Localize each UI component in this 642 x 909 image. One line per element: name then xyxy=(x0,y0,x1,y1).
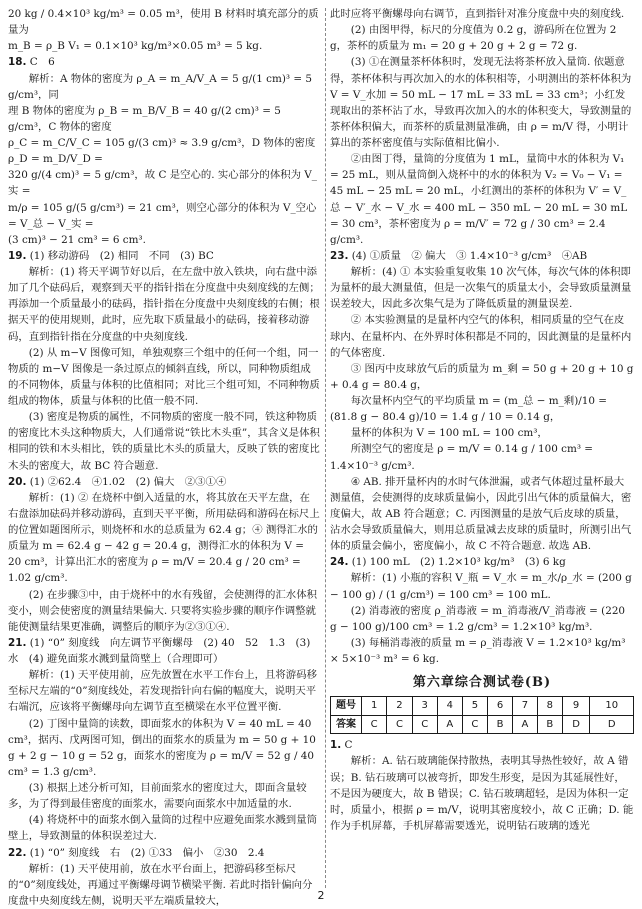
number-cell: 2 xyxy=(387,697,412,716)
question-20-answer xyxy=(8,474,320,490)
explanation-paragraph: 解析：(1) 天平使用前，放在水平台面上，把游码移至标尺的“0”刻度线处，再通过平衡螺母调节横梁平衡. 若此时指针偏向分度盘中央刻度线左侧，说明天平左端质量较大， xyxy=(8,862,313,907)
explanation-paragraph: 解析：(4) ① 本实验重复收集 10 次气体，每次气体的体积即为量杯的最大测量值，但是一次集气的质量太小，会导致质量测量误差较大，因此多次集气是为了降低质量的测量误差. xyxy=(330,266,632,311)
right-top-paragraph: (2) 由图甲得，标尺的分度值为 0.2 g，游码所在位置为 2 g，茶杯的质量为 m₁ = 20 g + 20 g + 2 g = 72 g. xyxy=(330,24,617,53)
question-number: 22. xyxy=(8,846,27,859)
explanation-paragraph: (3) 每桶消毒液的质量 m = ρ_消毒液 V = 1.2×10³ kg/m³ × 5×10⁻³ m³ = 6 kg. xyxy=(330,636,626,665)
explanation-paragraph: 解析：A. 钻石玻璃能保持散热，表明其导热性较好，故 A 错误；B. 钻石玻璃可以被弯折，即发生形变，是因为其延展性好，不是因为硬度大，故 B 错误；C. 钻石玻璃超轻，是因为体积一定时，质量小，根据 ρ = m/V，说明其密度较小，故 C 正确；D. 能作为手机屏幕，手机屏幕需要透光，说明钻石玻璃的透光 xyxy=(330,755,634,832)
left-top-line: m_B = ρ_B V₁ = 0.1×10³ kg/m³×0.05 m³ = 5 kg. xyxy=(8,40,263,53)
explanation-line: 320 g/(4 cm)³ = 5 g/cm³，故 C 是空心的. 实心部分的体积为 V_实 = xyxy=(8,169,317,198)
answer-table-header-row xyxy=(331,697,634,716)
answer-cell: A xyxy=(513,715,538,734)
question-21-answer xyxy=(8,635,320,667)
number-cell: 1 xyxy=(362,697,387,716)
number-cell: 3 xyxy=(412,697,437,716)
number-cell: 10 xyxy=(590,697,634,716)
question-18-answer xyxy=(8,54,320,70)
number-cell: 7 xyxy=(513,697,538,716)
explanation-line: 解析：A 物体的密度为 ρ_A = m_A/V_A = 5 g/(1 cm)³ = 5 g/cm³，同 xyxy=(8,72,312,101)
explanation-paragraph: ③ 图丙中皮球放气后的质量为 m_剩 = 50 g + 20 g + 10 g + 0.4 g = 80.4 g， xyxy=(330,362,634,391)
explanation-paragraph: (3) 密度是物质的属性，不同物质的密度一般不同，铁这种物质的密度比木头这种物质大，人们通常说“铁比木头重”，其含义是体积相同的铁和木头相比，铁的质量比木头的质量大，反映了铁的密度比木头的密度大，故 BC 符合题意. xyxy=(8,411,320,472)
explanation-paragraph: 解析：(1) ② 在烧杯中倒入适量的水，将其放在天平左盘，在右盘添加砝码并移动游码，直到天平平衡，所用砝码和游码在标尺上的位置如题图所示，则烧杯和水的总质量为 62.4 g；④ 测得汇水的质量为 m = 62.4 g − 42 g = 20.4 g，测得汇水的体积为 V = 20 cm³，计算出汇水的密度为 ρ = m/V = 20.4 g / 20 cm³ = 1.02 g/cm³. xyxy=(8,491,320,585)
explanation-paragraph: (2) 丁图中量筒的读数，即面浆水的体积为 V = 40 mL = 40 cm³，据丙、戊两图可知，倒出的面浆水的质量为 m = 50 g + 10 g + 2 g − 10 g = 52 g，面浆水的密度为 ρ = m/V = 52 g / 40 cm³ = 1.3 g/cm³. xyxy=(8,717,316,778)
explanation-line: m/ρ = 105 g/(5 g/cm³) = 21 cm³，则空心部分的体积为 V_空心 = V_总 − V_实 = xyxy=(8,201,317,230)
answer-cell: B xyxy=(537,715,562,734)
question-number: 19. xyxy=(8,249,27,262)
answer-cell: C xyxy=(462,715,487,734)
right-column xyxy=(330,6,634,888)
right-top-paragraph: (3) ①在测量茶杯体积时，发现无法将茶杯放入量筒. 依题意得，茶杯体积与再次加入的水的体积相等，小明测出的茶杯体积为 V = V_水加 = 50 mL − 17 mL = 33 mL = 33 cm³；小红发现取出的茶杯沾了水，导致再次加入的水的体积变大，导致测量的茶杯体积偏大，而茶杯的质量测量准确，由 ρ = m/V 得，小明计算出的茶杯密度值与实际值相比偏小. xyxy=(330,56,632,149)
question-24-answer xyxy=(330,554,634,570)
question-22-answer xyxy=(8,845,320,861)
answer-cell: D xyxy=(562,715,590,734)
question-number: 23. xyxy=(330,249,349,262)
question-number: 20. xyxy=(8,475,27,488)
column-divider xyxy=(325,8,326,888)
left-top-line: 20 kg / 0.4×10³ kg/m³ = 0.05 m³，使用 B 材料时填充部分的质量为 xyxy=(8,8,319,37)
explanation-paragraph: (2) 消毒液的密度 ρ_消毒液 = m_消毒液/V_消毒液 = (220 g − 100 g)/100 cm³ = 1.2 g/cm³ = 1.2×10³ kg/m³. xyxy=(330,604,626,633)
page-number: 2 xyxy=(317,888,325,902)
left-column xyxy=(8,6,320,907)
number-cell: 5 xyxy=(462,697,487,716)
answer-cell: B xyxy=(488,715,513,734)
question-number: 24. xyxy=(330,556,349,569)
question-1-answer xyxy=(330,737,634,753)
answer-text: (1) 100 mL (2) 1.2×10³ kg/m³ (3) 6 kg xyxy=(351,556,566,569)
answer-text: (4) ①质量 ② 偏大 ③ 1.4×10⁻³ g/cm³ ④AB xyxy=(351,249,588,262)
explanation-paragraph: (3) 根据上述分析可知，目前面浆水的密度过大，即面含量较多，为了得到最佳密度的面浆水，需要向面浆水中加适量的水. xyxy=(8,782,307,811)
answer-text: (1) ②62.4 ④1.02 (2) 偏大 ②③①④ xyxy=(29,475,227,488)
explanation-line: (3 cm)³ − 21 cm³ = 6 cm³. xyxy=(8,233,146,246)
answer-text: C 6 xyxy=(29,56,55,69)
explanation-paragraph: (2) 在步骤③中，由于烧杯中的水有残留，会使测得的汇水体积变小，则会使密度的测量结果偏大. 只要将实验步骤的顺序作调整就能使测量结果更准确，调整后的顺序为②③①④. xyxy=(8,588,317,633)
explanation-paragraph: (4) 将烧杯中的面浆水倒入量筒的过程中应避免面浆水溅到量筒壁上，导致测量的体积误差过大. xyxy=(8,814,317,843)
question-number: 1. xyxy=(330,739,342,752)
answer-cell: C xyxy=(412,715,437,734)
explanation-paragraph: (2) 从 m−V 图像可知，单独观察三个组中的任何一个组，同一物质的 m−V 图像是一条过原点的倾斜直线，所以，同种物质组成的不同物体，质量与体积的比值相同；对比三个组可知，不同种物质组成的物体，质量与体积的比值一般不同. xyxy=(8,346,320,407)
answer-cell: D xyxy=(590,715,634,734)
answer-cell: C xyxy=(387,715,412,734)
explanation-line: ρ_C = m_C/V_C = 105 g/(3 cm)³ ≈ 3.9 g/cm³，D 物体的密度 ρ_D = m_D/V_D = xyxy=(8,137,316,166)
explanation-paragraph: 每次量杯内空气的平均质量 m = (m_总 − m_剩)/10 = (81.8 g − 80.4 g)/10 = 1.4 g / 10 = 0.14 g， xyxy=(330,395,607,424)
right-top-paragraph: ②由图丁得，量筒的分度值为 1 mL，量筒中水的体积为 V₁ = 25 mL，则从量筒倒入烧杯中的水的体积为 V₂ = V₀ − V₁ = 45 mL − 25 mL = 20 mL，小红测出的茶杯的体积为 V′ = V_总 − V′_水 − V_水 = 400 mL − 350 mL − 20 mL = 30 mL = 30 cm³，茶杯密度为 ρ = m/V′ = 72 g / 30 cm³ = 2.4 g/cm³. xyxy=(330,153,628,246)
explanation-paragraph: ② 本实验测量的是量杯内空气的体积，相同质量的空气在皮球内、在量杯内、在外界时体积都是不同的，因此测量的是量杯内的气体密度. xyxy=(330,314,632,359)
header-label-cell: 题号 xyxy=(331,697,362,716)
explanation-paragraph: 所测空气的密度是 ρ = m/V = 0.14 g / 100 cm³ = 1.4×10⁻³ g/cm³. xyxy=(330,443,593,472)
answer-cell: C xyxy=(362,715,387,734)
question-23-answer xyxy=(330,248,634,264)
number-cell: 6 xyxy=(488,697,513,716)
answer-text: (1) 移动游码 (2) 相同 不同 (3) BC xyxy=(29,249,214,262)
question-number: 21. xyxy=(8,636,27,649)
answer-table xyxy=(330,696,634,734)
number-cell: 9 xyxy=(562,697,590,716)
answer-text: (1) “0” 刻度线 向左调节平衡螺母 (2) 40 52 1.3 (3) 水 (4) 避免面浆水溅到量筒壁上（合理即可） xyxy=(8,636,311,665)
explanation-paragraph: 解析：(1) 天平使用前，应先放置在水平工作台上，且将游码移至标尺左端的“0”刻度线处，若发现指针向右偏的幅度大，说明天平右端沉，应该将平衡螺母向左调节直至横梁在水平位置平衡. xyxy=(8,669,317,714)
explanation-paragraph: 解析：(1) 将天平调节好以后，在左盘中放入铁块，向右盘中添加了几个砝码后，观察到天平的指针指在分度盘中央刻度线的左侧；再添加一个质量最小的砝码，指针指在分度盘中央刻度线的右侧；根据天平的使用规则，此时，应先取下质量最小的砝码，接着移动游码，直到指针指在分度盘的中央刻度线. xyxy=(8,266,320,343)
answer-text: C xyxy=(344,739,353,752)
answer-text: (1) “0” 刻度线 右 (2) ①33 偏小 ②30 2.4 xyxy=(29,846,265,859)
answer-label-cell: 答案 xyxy=(331,715,362,734)
explanation-paragraph: 解析：(1) 小瓶的容积 V_瓶 = V_水 = m_水/ρ_水 = (200 g − 100 g) / (1 g/cm³) = 100 cm³ = 100 mL. xyxy=(330,572,632,601)
explanation-line: 理 B 物体的密度为 ρ_B = m_B/V_B = 40 g/(2 cm)³ = 5 g/cm³，C 物体的密度 xyxy=(8,104,281,133)
section-title: 第六章综合测试卷(B) xyxy=(412,675,552,691)
question-19-answer xyxy=(8,248,320,264)
number-cell: 4 xyxy=(437,697,462,716)
answer-cell: A xyxy=(437,715,462,734)
right-top-paragraph: 此时应将平衡螺母向右调节，直到指针对准分度盘中央的刻度线. xyxy=(330,8,625,20)
answer-table-answer-row xyxy=(331,715,634,734)
question-number: 18. xyxy=(8,56,27,69)
explanation-paragraph: ④ AB. 排开量杯内的水时气体泄漏，或者气体超过量杯最大测量值，会使测得的皮球质量偏小，因此引出气体的质量偏大，密度偏大，故 AB 符合题意；C. 丙图测量的是放气后皮球的质量，沾水会导致质量偏大，则用总质量减去皮球的质量时，所测引出气体的质量会偏小，密度偏小，故 C 不符合题意. 故选 AB. xyxy=(330,475,632,553)
number-cell: 8 xyxy=(537,697,562,716)
explanation-paragraph: 量杯的体积为 V = 100 mL = 100 cm³， xyxy=(350,427,548,440)
